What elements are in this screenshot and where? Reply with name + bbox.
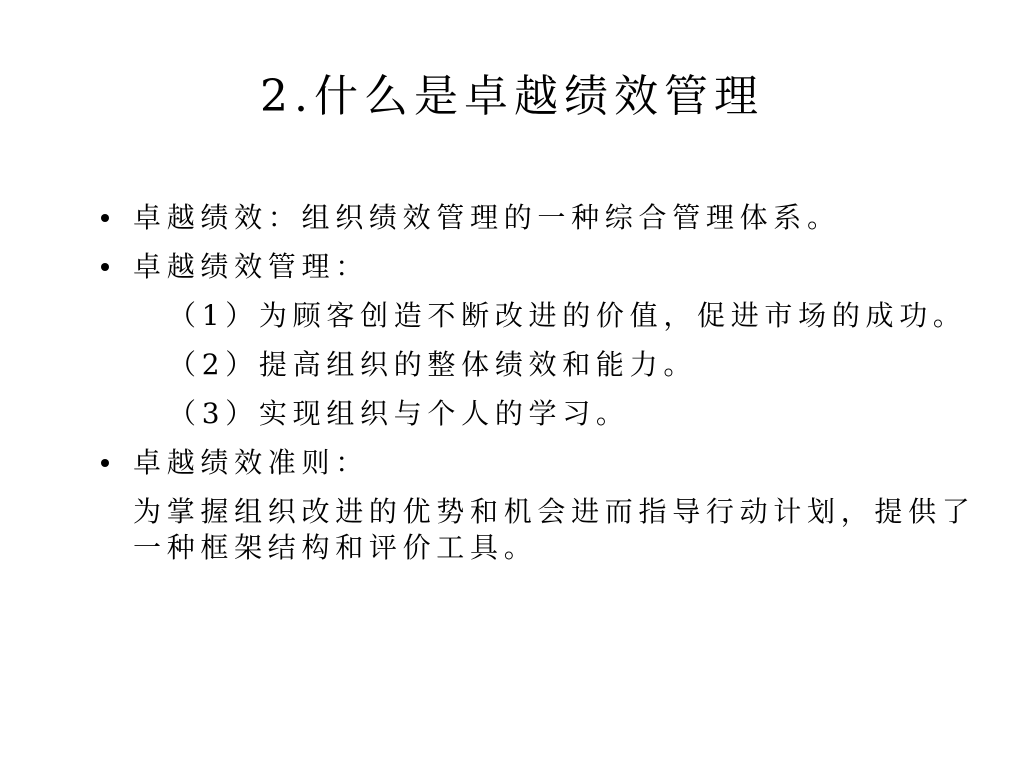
bullet-icon — [101, 214, 109, 222]
sub-item-1 — [133, 298, 990, 334]
sub-item-3 — [133, 396, 990, 432]
sub-item-text: （1）为顾客创造不断改进的价值，促进市场的成功。 — [168, 299, 967, 332]
criteria-description — [133, 494, 990, 566]
sub-item-text: （3）实现组织与个人的学习。 — [168, 397, 630, 430]
bullet-icon — [101, 263, 109, 271]
bullet-text: 卓越绩效准则： — [133, 446, 369, 479]
sub-item-2 — [133, 347, 990, 383]
bullet-text: 卓越绩效管理： — [133, 250, 369, 283]
bullet-icon — [101, 459, 109, 467]
sub-item-text: （2）提高组织的整体绩效和能力。 — [168, 348, 698, 381]
bullet-text: 卓越绩效：组织绩效管理的一种综合管理体系。 — [133, 201, 841, 234]
bullet-item-criteria — [133, 445, 990, 481]
slide-title: 2.什么是卓越绩效管理 — [260, 71, 764, 122]
slide-body — [133, 200, 990, 579]
bullet-item-management — [133, 249, 990, 285]
bullet-item-definition — [133, 200, 990, 236]
paragraph-text: 为掌握组织改进的优势和机会进而指导行动计划，提供了一种框架结构和评价工具。 — [133, 495, 976, 564]
